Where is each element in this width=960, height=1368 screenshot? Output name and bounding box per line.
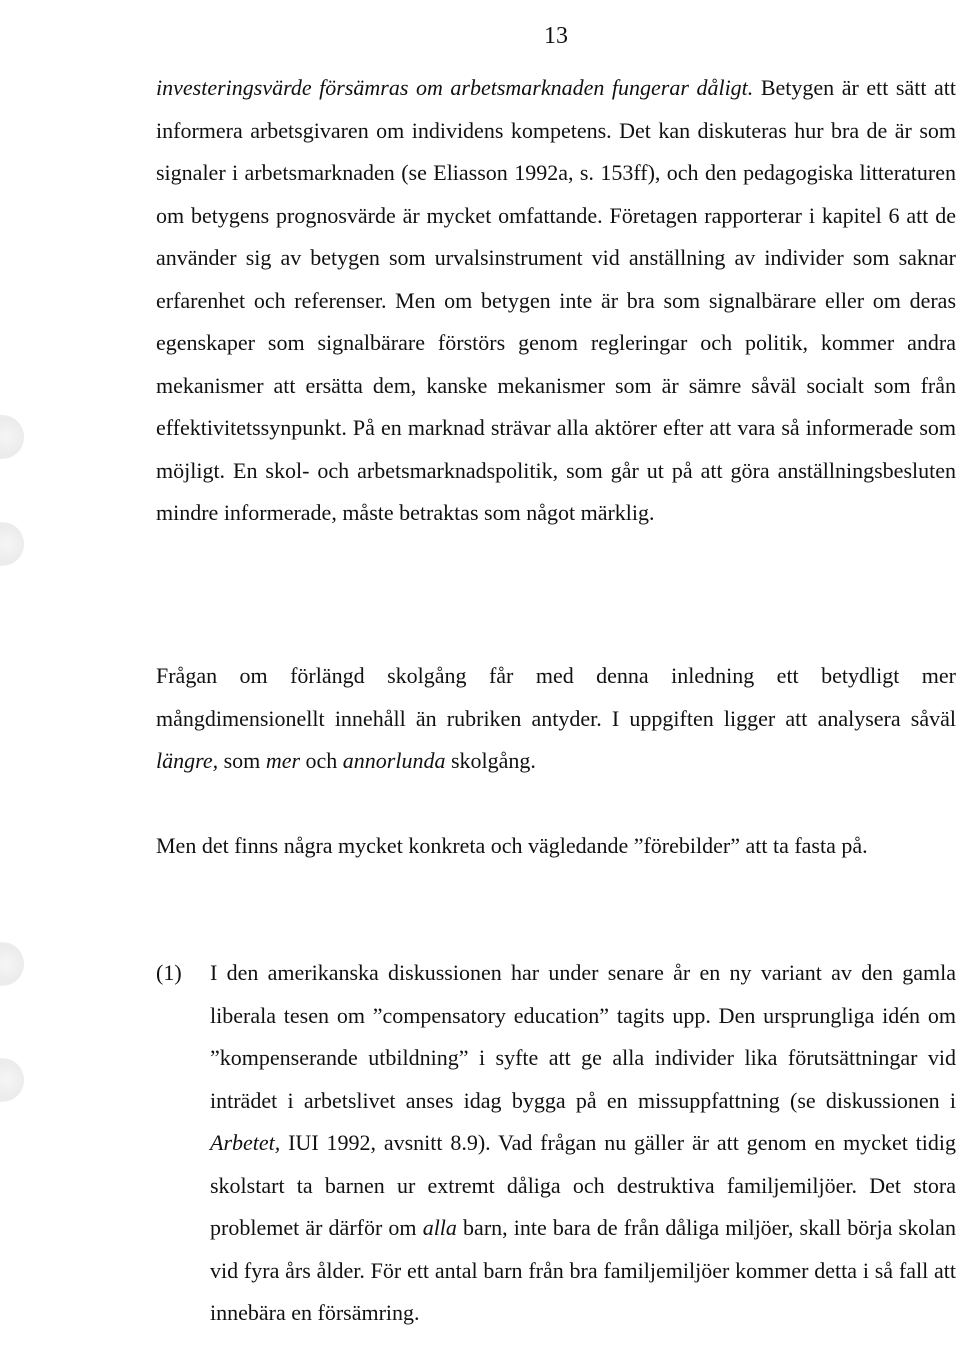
text-segment: Arbetet, xyxy=(210,1130,281,1155)
text-segment: Frågan om förlängd skolgång får med denna inledning ett betydligt mer mångdimensionellt innehåll än rubriken antyder. I uppgiften ligger att analysera såväl xyxy=(156,663,956,731)
text-segment: Betygen är ett sätt att informera arbetsgivaren om individens kompetens. Det kan diskuteras hur bra de är som signaler i arbetsmarknaden (se Eliasson 1992a, s. 153ff), och den pedagogiska litteraturen om betygens prognosvärde är mycket omfattande. Företagen rapporterar i kapitel 6 att de använder sig av betygen som urvalsinstrument vid anställning av individer som saknar erfarenhet och referenser. Men om betygen inte är bra som signalbärare eller om deras egenskaper som signalbärare förstörs genom regleringar och politik, kommer andra mekanismer att ersätta dem, kanske mekanismer som är sämre såväl socialt som från effektivitetssynpunkt. På en marknad strävar alla aktörer efter att vara så informerade som möjligt. En skol- och arbetsmarknadspolitik, som går ut på att göra anställningsbesluten mindre informerade, måste betraktas som något märklig. xyxy=(156,75,956,525)
punch-hole-mark xyxy=(0,415,24,459)
punch-hole-mark xyxy=(0,522,24,566)
text-segment: längre, xyxy=(156,748,219,773)
punch-hole-mark xyxy=(0,1058,24,1102)
text-segment: I den amerikanska diskussionen har under senare år en ny variant av den gamla liberala tesen om ”compensatory education” tagits upp. Den ursprungliga idén om ”kompenserande utbildning” i syfte att ge alla individer lika förutsättningar vid inträdet i arbetslivet anses idag bygga på en missuppfattning (se diskussionen i xyxy=(210,960,956,1113)
text-segment: IUI 1992, avsnitt 8.9). Vad frågan nu gäller är att genom en mycket tidig skolstart ta barnen ur extremt dåliga och destruktiva familjemiljöer. Det stora problemet är därför om xyxy=(210,1130,956,1240)
list-item-text xyxy=(210,952,956,1335)
paragraph xyxy=(156,825,956,868)
text-segment: och xyxy=(300,748,343,773)
text-segment: som xyxy=(218,748,266,773)
punch-hole-mark xyxy=(0,942,24,986)
text-segment: skolgång. xyxy=(445,748,536,773)
text-segment: barn, inte bara de från dåliga miljöer, skall börja skolan vid fyra års ålder. För ett antal barn från bra familjemiljöer kommer detta i så fall att innebära en försämring. xyxy=(210,1215,956,1325)
text-segment: annorlunda xyxy=(342,748,446,773)
numbered-list-item xyxy=(156,952,956,1335)
paragraph xyxy=(156,655,956,783)
text-segment: investeringsvärde försämras om arbetsmarknaden fungerar dåligt. xyxy=(156,75,754,100)
text-segment: alla xyxy=(422,1215,457,1240)
paragraph xyxy=(156,67,956,535)
text-segment: mer xyxy=(265,748,301,773)
list-number: (1) xyxy=(156,960,182,985)
text-segment: Men det finns några mycket konkreta och vägledande ”förebilder” att ta fasta på. xyxy=(156,833,868,858)
page-number: 13 xyxy=(544,23,568,49)
